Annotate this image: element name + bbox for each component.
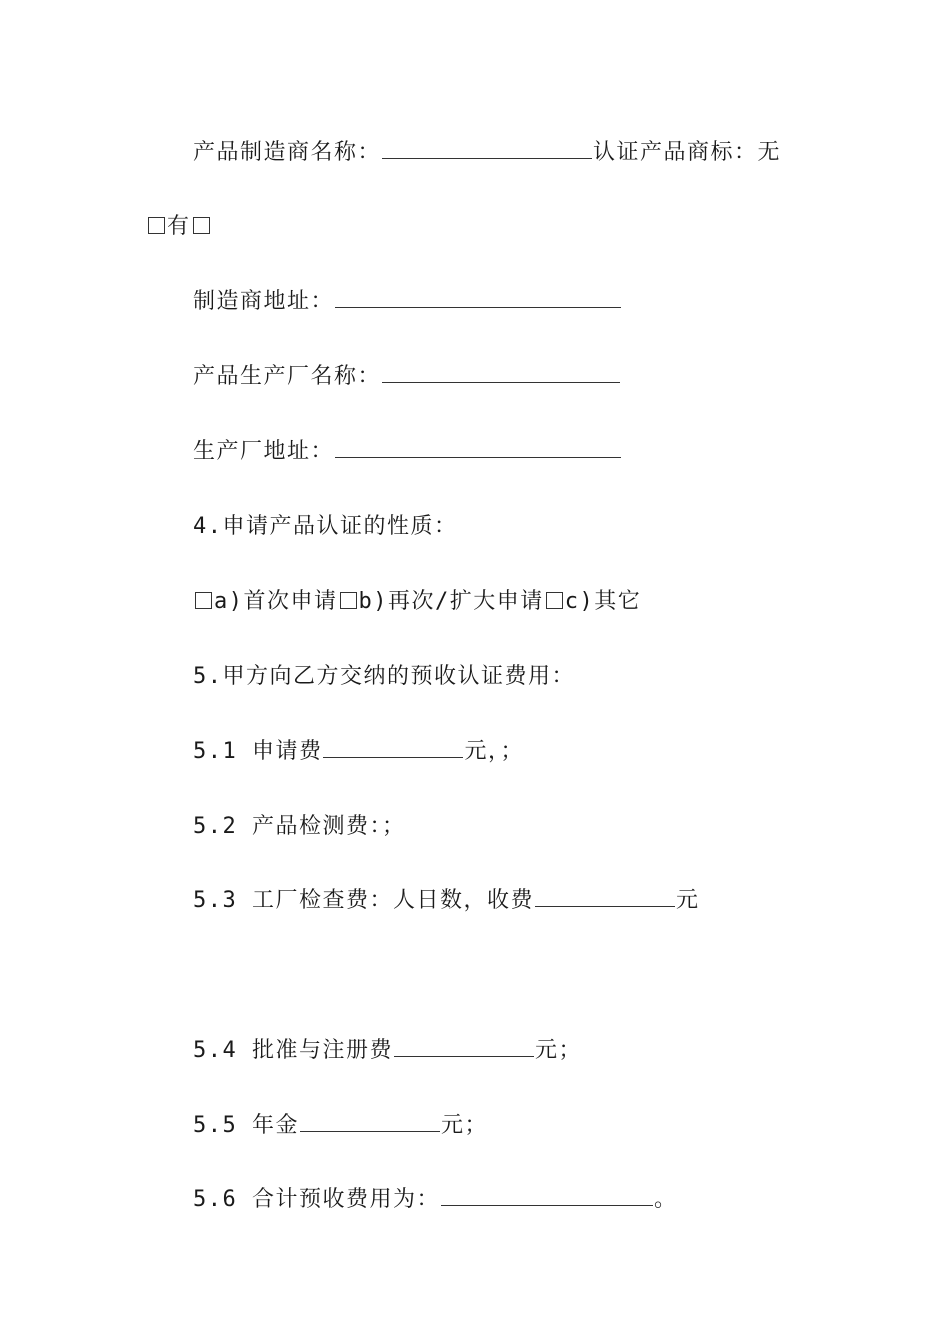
item-5-6-blank[interactable] bbox=[441, 1185, 653, 1206]
manufacturer-name-blank[interactable] bbox=[382, 138, 592, 159]
item-5-5-line bbox=[193, 1111, 488, 1141]
section4-title bbox=[193, 512, 458, 542]
item-5-3-line bbox=[193, 886, 700, 916]
item-5-4-label: 5.4 批准与注册费 bbox=[193, 1038, 393, 1063]
item-5-6-suffix: 。 bbox=[653, 1187, 678, 1212]
item-5-4-line bbox=[193, 1036, 582, 1066]
section4-options-line bbox=[193, 587, 641, 617]
checkbox-reapplication[interactable] bbox=[340, 592, 357, 609]
item-5-4-suffix: 元； bbox=[534, 1038, 582, 1063]
factory-address-line bbox=[193, 437, 622, 467]
item-5-5-suffix: 元； bbox=[440, 1113, 488, 1138]
item-5-2-line bbox=[193, 812, 405, 842]
checkbox-other[interactable] bbox=[546, 592, 563, 609]
checkbox-first-application[interactable] bbox=[195, 592, 212, 609]
item-5-1-label: 5.1 申请费 bbox=[193, 739, 323, 764]
option-c-label: c)其它 bbox=[564, 589, 642, 614]
item-5-3-blank[interactable] bbox=[535, 886, 675, 907]
item-5-1-blank[interactable] bbox=[323, 737, 463, 758]
section4-title-text: 4.申请产品认证的性质： bbox=[193, 514, 458, 539]
item-5-3-label: 5.3 工厂检查费：人日数，收费 bbox=[193, 888, 534, 913]
trademark-opt-has: 有 bbox=[167, 214, 191, 239]
trademark-label: 认证产品商标：无 bbox=[593, 140, 782, 165]
item-5-5-label: 5.5 年金 bbox=[193, 1113, 299, 1138]
checkbox-has[interactable] bbox=[193, 217, 210, 234]
factory-address-blank[interactable] bbox=[335, 437, 621, 458]
option-b-label: b)再次/扩大申请 bbox=[358, 589, 544, 614]
option-a-label: a)首次申请 bbox=[214, 589, 338, 614]
item-5-6-label: 5.6 合计预收费用为： bbox=[193, 1187, 440, 1212]
item-5-5-blank[interactable] bbox=[300, 1111, 440, 1132]
factory-name-blank[interactable] bbox=[382, 362, 620, 383]
factory-name-label: 产品生产厂名称： bbox=[193, 364, 382, 389]
section5-title-text: 5.甲方向乙方交纳的预收认证费用： bbox=[193, 664, 575, 689]
manufacturer-name-label: 产品制造商名称： bbox=[193, 140, 382, 165]
manufacturer-name-line bbox=[193, 138, 781, 168]
manufacturer-address-line bbox=[193, 287, 622, 317]
trademark-options-line bbox=[146, 212, 212, 242]
section5-title bbox=[193, 662, 575, 692]
item-5-2-label: 5.2 产品检测费：； bbox=[193, 814, 406, 839]
factory-address-label: 生产厂地址： bbox=[193, 439, 335, 464]
item-5-1-suffix: 元，； bbox=[464, 739, 524, 764]
item-5-6-line bbox=[193, 1185, 678, 1215]
item-5-3-suffix: 元 bbox=[675, 888, 700, 913]
factory-name-line bbox=[193, 362, 621, 392]
checkbox-none[interactable] bbox=[148, 217, 165, 234]
manufacturer-address-label: 制造商地址： bbox=[193, 289, 335, 314]
item-5-4-blank[interactable] bbox=[394, 1036, 534, 1057]
item-5-1-line bbox=[193, 737, 524, 767]
manufacturer-address-blank[interactable] bbox=[335, 287, 621, 308]
